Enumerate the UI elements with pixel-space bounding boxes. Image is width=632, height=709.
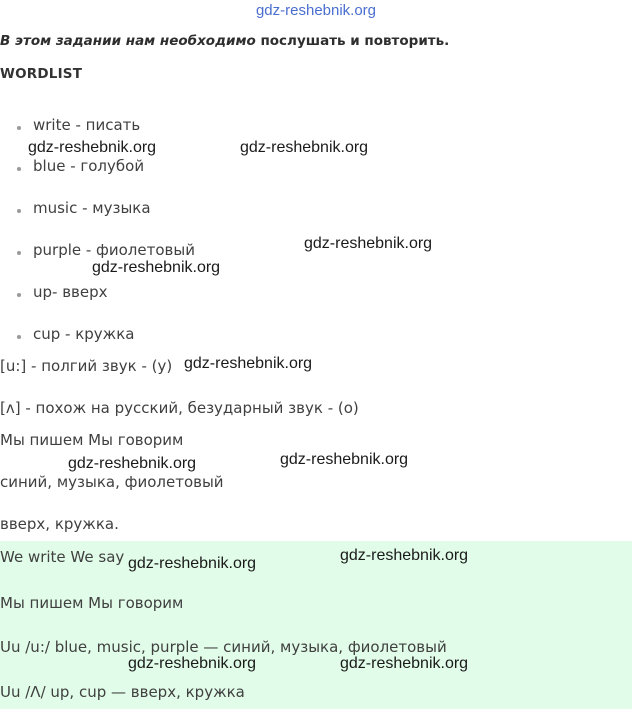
intro-italic: В этом задании нам необходимо: [0, 33, 256, 49]
watermark: gdz-reshebnik.org: [304, 235, 433, 252]
bullet-dot: [17, 251, 21, 255]
watermark: gdz-reshebnik.org: [28, 139, 157, 156]
bullet-dot: [17, 209, 21, 213]
answer-line-wedge: Uu /Λ/ up, cup — вверх, кружка: [0, 683, 245, 701]
word-item-up: up- вверх: [33, 283, 108, 301]
watermark: gdz-reshebnik.org: [340, 655, 469, 672]
site-header-watermark[interactable]: gdz-reshebnik.org: [255, 2, 377, 19]
watermark: gdz-reshebnik.org: [240, 139, 369, 156]
intro-normal: послушать и повторить.: [260, 33, 450, 49]
watermark: gdz-reshebnik.org: [128, 655, 257, 672]
watermark: gdz-reshebnik.org: [128, 555, 257, 572]
bullet-dot: [17, 293, 21, 297]
watermark: gdz-reshebnik.org: [184, 355, 313, 372]
watermark: gdz-reshebnik.org: [68, 455, 197, 472]
watermark: gdz-reshebnik.org: [280, 451, 409, 468]
answer-line-u: Uu /u:/ blue, music, purple — синий, музыка, фиолетовый: [0, 638, 447, 656]
word-item-write: write - писать: [33, 116, 141, 134]
answer-header-ru: Мы пишем Мы говорим: [0, 594, 184, 612]
bullet-dot: [17, 126, 21, 130]
examples-line-1: синий, музыка, фиолетовый: [0, 473, 224, 491]
word-item-blue: blue - голубой: [33, 157, 145, 175]
watermark: gdz-reshebnik.org: [92, 259, 221, 276]
sound-wedge: [ʌ] - похож на русский, безударный звук - (о): [0, 399, 359, 417]
examples-line-2: вверх, кружка.: [0, 515, 119, 533]
bullet-dot: [17, 167, 21, 171]
word-item-cup: cup - кружка: [33, 325, 135, 343]
word-item-music: music - музыка: [33, 199, 151, 217]
watermark: gdz-reshebnik.org: [340, 547, 469, 564]
wordlist-heading: WORDLIST: [0, 66, 83, 82]
sound-u-long: [u:] - полгий звук - (у): [0, 357, 173, 375]
bullet-dot: [17, 335, 21, 339]
we-write-we-say-ru: Мы пишем Мы говорим: [0, 431, 184, 449]
answer-header-en: We write We say: [0, 548, 125, 566]
word-item-purple: purple - фиолетовый: [33, 241, 195, 259]
task-intro: [0, 33, 449, 49]
